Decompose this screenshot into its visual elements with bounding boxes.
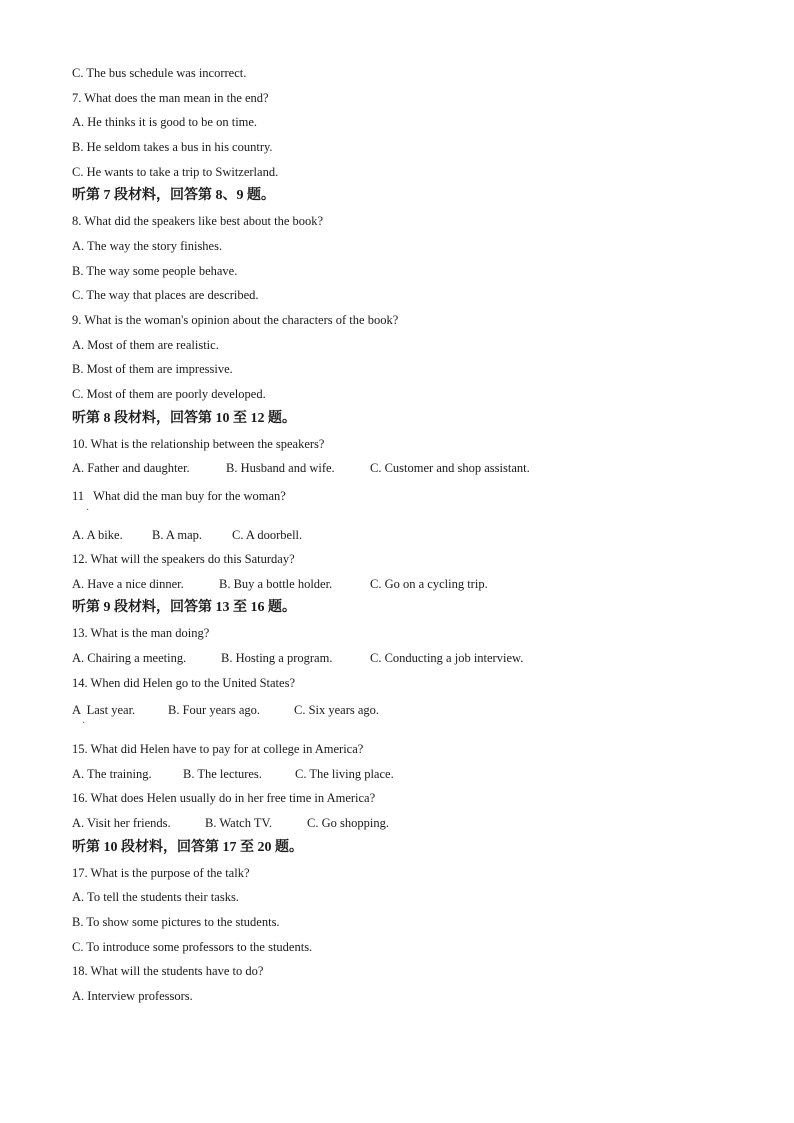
- section-heading: 听第 7 段材料，回答第 8、9 题。: [72, 188, 275, 203]
- option-text: B. The lectures.: [183, 767, 262, 781]
- question-text: 10. What is the relationship between the speakers?: [72, 437, 325, 451]
- option-text: A. Interview professors.: [72, 989, 193, 1003]
- section-heading: 听第 8 段材料，回答第 10 至 12 题。: [72, 411, 296, 426]
- question-text: 16. What does Helen usually do in her free time in America?: [72, 791, 376, 805]
- question-text: 7. What does the man mean in the end?: [72, 91, 269, 105]
- option-text: C. To introduce some professors to the students.: [72, 940, 313, 954]
- option-text: A. Have a nice dinner.: [72, 577, 184, 591]
- option-text: C. The way that places are described.: [72, 288, 259, 302]
- option-text: A. Chairing a meeting.: [72, 651, 187, 665]
- section-heading: 听第 10 段材料，回答第 17 至 20 题。: [72, 840, 303, 855]
- option-text: A. Most of them are realistic.: [72, 338, 219, 352]
- option-text: A Last year.: [72, 703, 136, 717]
- option-text: C. He wants to take a trip to Switzerland.: [72, 165, 279, 179]
- question-text: 15. What did Helen have to pay for at college in America?: [72, 742, 364, 756]
- option-text: B. To show some pictures to the students.: [72, 915, 280, 929]
- option-text: C. Most of them are poorly developed.: [72, 387, 266, 401]
- question-text: 12. What will the speakers do this Saturday?: [72, 552, 295, 566]
- option-text: B. The way some people behave.: [72, 264, 238, 278]
- question-text: 8. What did the speakers like best about the book?: [72, 214, 324, 228]
- option-text: C. Go shopping.: [307, 816, 389, 830]
- option-text: C. Go on a cycling trip.: [370, 577, 488, 591]
- option-text: C. Conducting a job interview.: [370, 651, 524, 665]
- question-text: 13. What is the man doing?: [72, 626, 210, 640]
- option-text: A. Father and daughter.: [72, 461, 190, 475]
- option-text: C. Six years ago.: [294, 703, 380, 717]
- option-text: B. Watch TV.: [205, 816, 273, 830]
- question-text: 9. What is the woman's opinion about the characters of the book?: [72, 313, 399, 327]
- option-text: C. The living place.: [295, 767, 394, 781]
- option-text: A. Visit her friends.: [72, 816, 171, 830]
- option-text: B. Hosting a program.: [221, 651, 333, 665]
- question-text: 11 What did the man buy for the woman?: [72, 489, 286, 503]
- option-text: A. A bike.: [72, 528, 123, 542]
- stray-dot-mark: ·: [86, 505, 90, 516]
- option-text: B. Four years ago.: [168, 703, 260, 717]
- option-text: A. He thinks it is good to be on time.: [72, 115, 258, 129]
- option-text: A. To tell the students their tasks.: [72, 890, 239, 904]
- option-text: B. Most of them are impressive.: [72, 362, 233, 376]
- option-text: C. Customer and shop assistant.: [370, 461, 530, 475]
- question-text: 17. What is the purpose of the talk?: [72, 866, 250, 880]
- option-text: B. He seldom takes a bus in his country.: [72, 140, 273, 154]
- option-text: B. A map.: [152, 528, 203, 542]
- option-text: A. The training.: [72, 767, 152, 781]
- option-text: B. Husband and wife.: [226, 461, 335, 475]
- option-text: A. The way the story finishes.: [72, 239, 223, 253]
- question-text: 14. When did Helen go to the United States?: [72, 676, 295, 690]
- option-text: B. Buy a bottle holder.: [219, 577, 333, 591]
- option-text: C. The bus schedule was incorrect.: [72, 66, 247, 80]
- section-heading: 听第 9 段材料，回答第 13 至 16 题。: [72, 600, 296, 615]
- stray-dot-mark: ·: [82, 718, 86, 729]
- option-text: C. A doorbell.: [232, 528, 303, 542]
- question-text: 18. What will the students have to do?: [72, 964, 264, 978]
